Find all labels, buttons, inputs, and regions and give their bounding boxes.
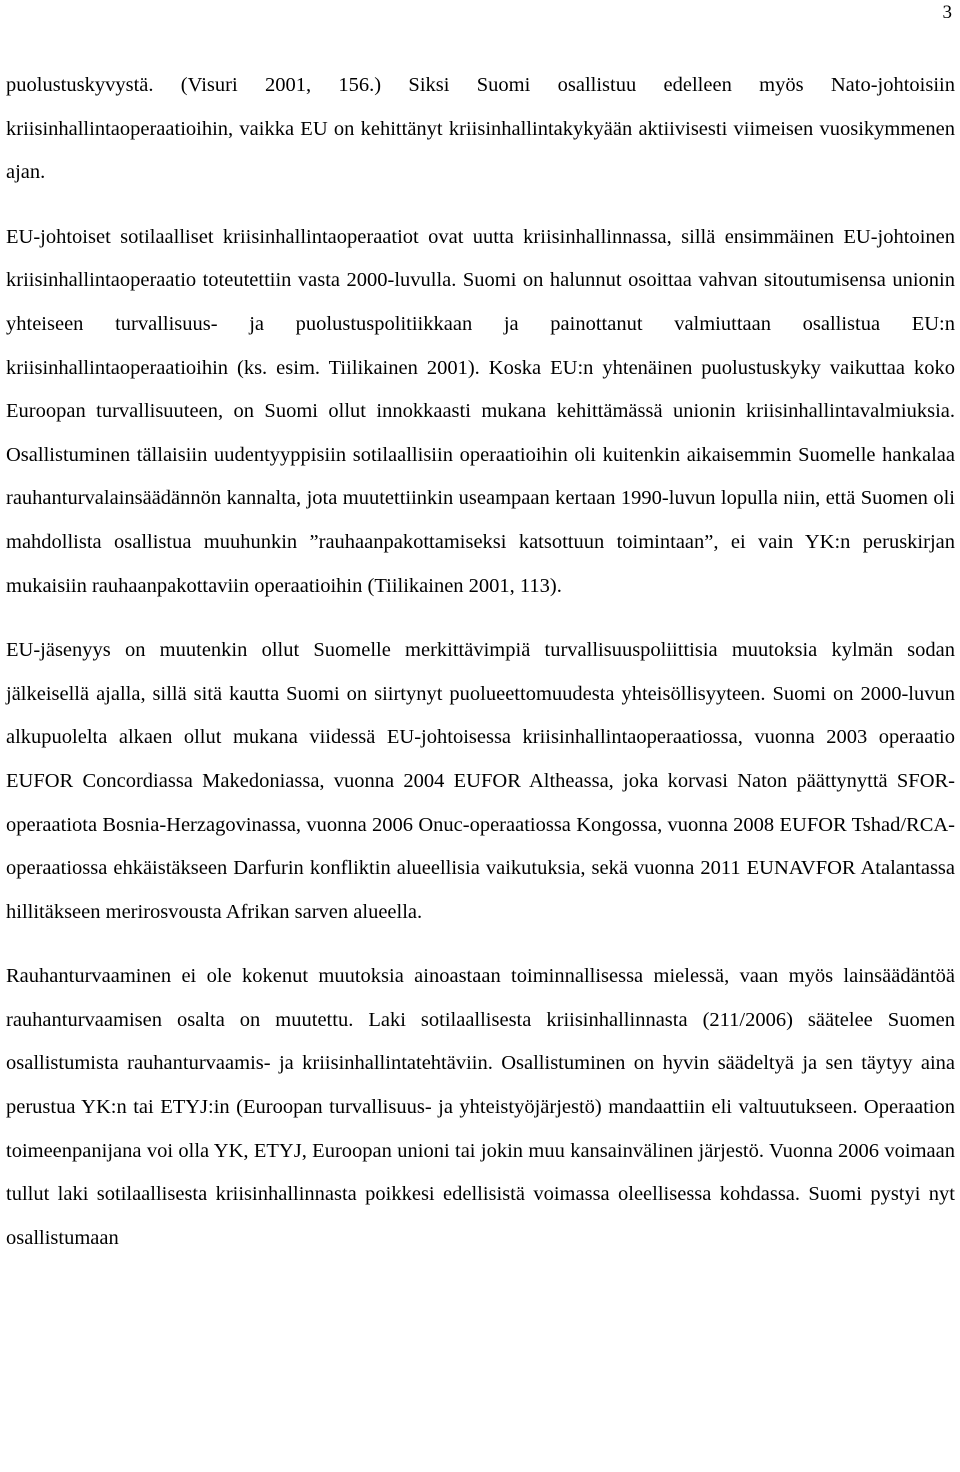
body-text — [6, 64, 955, 1260]
paragraph-4: Rauhanturvaaminen ei ole kokenut muutoksia ainoastaan toiminnallisessa mielessä, vaan myös lainsäädäntöä rauhanturvaamisen osalta on muutettu. Laki sotilaallisesta kriisinhallinnasta (211/2006) säätelee Suomen osallistumista rauhanturvaamis- ja kriisinhallintatehtäviin. Osallistuminen on hyvin säädeltyä ja sen täytyy aina perustua YK:n tai ETYJ:in (Euroopan turvallisuus- ja yhteistyöjärjestö) mandaattiin eli valtuutukseen. Operaation toimeenpanijana voi olla YK, ETYJ, Euroopan unioni tai jokin muu kansainvälinen järjestö. Vuonna 2006 voimaan tullut laki sotilaallisesta kriisinhallinnasta poikkesi edellisistä voimassa oleellisessa kohdassa. Suomi pystyi nyt osallistumaan — [6, 965, 955, 1249]
paragraph-2: EU-johtoiset sotilaalliset kriisinhallintaoperaatiot ovat uutta kriisinhallinnassa, sillä ensimmäinen EU-johtoinen kriisinhallintaoperaatio toteutettiin vasta 2000-luvulla. Suomi on halunnut osoittaa vahvan sitoutumisensa unionin yhteiseen turvallisuus- ja puolustuspolitiikkaan ja painottanut valmiuttaan osallistua EU:n kriisinhallintaoperaatioihin (ks. esim. Tiilikainen 2001). Koska EU:n yhtenäinen puolustuskyky vaikuttaa koko Euroopan turvallisuuteen, on Suomi ollut innokkaasti mukana kehittämässä unionin kriisinhallintavalmiuksia. Osallistuminen tällaisiin uudentyyppisiin sotilaallisiin operaatioihin oli kuitenkin aikaisemmin Suomelle hankalaa rauhanturvalainsäädännön kannalta, jota muutettiinkin useampaan kertaan 1990-luvun lopulla niin, että Suomen oli mahdollista osallistua muuhunkin ”rauhaanpakottamiseksi katsottuun toimintaan”, ei vain YK:n peruskirjan mukaisiin rauhaanpakottaviin operaatioihin (Tiilikainen 2001, 113). — [6, 225, 955, 597]
paragraph-3: EU-jäsenyys on muutenkin ollut Suomelle merkittävimpiä turvallisuuspoliittisia muutoksia kylmän sodan jälkeisellä ajalla, sillä sitä kautta Suomi on siirtynyt puolueettomuudesta yhteisöllisyyteen. Suomi on 2000-luvun alkupuolelta alkaen ollut mukana viidessä EU-johtoisessa kriisinhallintaoperaatiossa, vuonna 2003 operaatio EUFOR Concordiassa Makedoniassa, vuonna 2004 EUFOR Altheassa, joka korvasi Naton päättynyttä SFOR-operaatiota Bosnia-Herzagovinassa, vuonna 2006 Onuc-operaatiossa Kongossa, vuonna 2008 EUFOR Tshad/RCA-operaatiossa ehkäistäkseen Darfurin konfliktin alueellisia vaikutuksia, sekä vuonna 2011 EUNAVFOR Atalantassa hillitäkseen merirosvousta Afrikan sarven alueella. — [6, 639, 955, 923]
page-number: 3 — [942, 2, 952, 23]
paragraph-1: puolustuskyvystä. (Visuri 2001, 156.) Siksi Suomi osallistuu edelleen myös Nato-johtoisiin kriisinhallintaoperaatioihin, vaikka EU on kehittänyt kriisinhallintakykyään aktiivisesti viimeisen vuosikymmenen ajan. — [6, 74, 955, 184]
